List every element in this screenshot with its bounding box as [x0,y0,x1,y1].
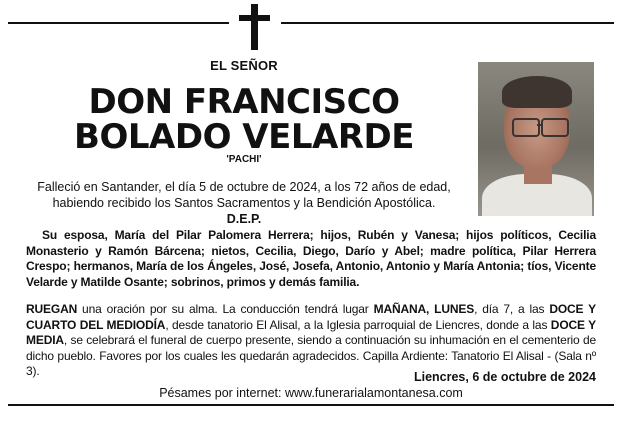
request-bold-2: MAÑANA, LUNES [373,302,475,316]
death-announcement [24,180,464,211]
top-rule-left [8,22,229,24]
deceased-name-line1: DON FRANCISCO [88,82,400,122]
title-prefix: EL SEÑOR [210,58,278,73]
funeral-details [26,302,596,380]
family-paragraph: Su esposa, María del Pilar Palomera Herrera; hijos, Rubén y Vanesa; hijos políticos, Cecilia Monasterio y Ramón Bárcena; nietos, Cecilia, Diego, Darío y Abel; madre política, Pilar Herrera Crespo; hermanos, María de los Ángeles, José, Josefa, Antonio, Antonio y María Antonia; tíos, Vicente Velarde y Matilde Osante; sobrinos, primos y demás familia. [26,228,596,289]
request-bold-1: RUEGAN [26,302,78,316]
request-text-2: , día 7, a las [474,302,550,316]
request-bold-4: DOCE Y MEDIA [26,317,596,348]
announcement-line1: Falleció en Santander, el día 5 de octubre de 2024, a los 72 años de edad, [37,180,451,194]
cross-icon [236,4,274,50]
announcement-line2: habiendo recibido los Santos Sacramentos y la Bendición Apostólica. [52,195,436,210]
request-bold-3: DOCE Y CUARTO DEL MEDIODÍA [26,302,596,332]
rip-text: D.E.P. [226,212,262,226]
top-rule-right [281,22,614,24]
place-date-signoff: Liencres, 6 de octubre de 2024 [413,370,596,384]
bottom-rule [8,404,614,406]
nickname: 'PACHI' [226,154,262,165]
request-text-4: , se celebrará el funeral de cuerpo presente, siendo a continuación su inhumación en el cementerio de dicho pueblo. Favores por los cuales les quedarán agradecidos. Capilla Ardiente: Tanatorio El Alisal - (Sala nº 3). [26,333,596,379]
condolences-website: Pésames por internet: www.funerarialamontanesa.com [159,386,463,400]
request-text-3: , desde tanatorio El Alisal, a la Iglesia parroquial de Liencres, donde a las [165,317,551,332]
request-text-1: una oración por su alma. La conducción tendrá lugar [77,302,374,316]
deceased-name-line2: BOLADO VELARDE [74,117,414,157]
heading [24,58,464,165]
portrait-photo [478,62,594,216]
